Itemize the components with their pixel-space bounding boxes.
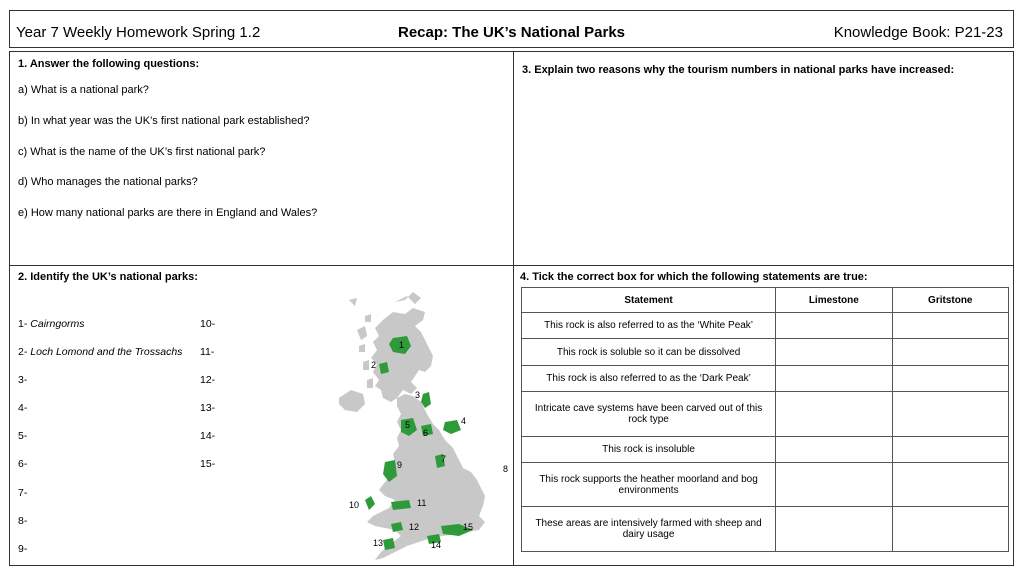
limestone-tick-box[interactable]: [776, 313, 892, 339]
map-label-3: 3: [415, 390, 421, 400]
q1-e: e) How many national parks are there in England and Wales?: [18, 207, 318, 219]
map-label-4: 4: [461, 416, 467, 426]
rock-statement-table: [521, 287, 1009, 552]
gritstone-tick-box[interactable]: [892, 436, 1008, 462]
scottish-islands: [349, 298, 373, 388]
homework-title: Year 7 Weekly Homework Spring 1.2: [16, 24, 261, 41]
park-item-9: 9-: [18, 543, 28, 555]
limestone-tick-box[interactable]: [776, 436, 892, 462]
table-row: [522, 365, 1009, 391]
table-row: [522, 313, 1009, 339]
gritstone-tick-box[interactable]: [892, 339, 1008, 365]
map-label-8: 8: [503, 464, 509, 474]
header-gritstone: Gritstone: [892, 288, 1008, 313]
park-item-4: 4-: [18, 402, 28, 414]
gritstone-tick-box[interactable]: [892, 462, 1008, 507]
table-row: [522, 462, 1009, 507]
map-label-2: 2: [371, 360, 377, 370]
park-item-2: 2- Loch Lomond and the Trossachs: [18, 346, 183, 358]
park-item-14: 14-: [200, 430, 216, 442]
map-label-7: 7: [441, 454, 447, 464]
statement-cell: These areas are intensively farmed with sheep and dairy usage: [522, 507, 776, 552]
statement-cell: This rock is soluble so it can be dissolved: [522, 339, 776, 365]
q1-a: a) What is a national park?: [18, 84, 149, 96]
park-item-7: 7-: [18, 487, 28, 499]
map-label-6: 6: [423, 428, 429, 438]
header-statement: Statement: [522, 288, 776, 313]
map-label-5: 5: [405, 420, 411, 430]
statement-cell: Intricate cave systems have been carved out of this rock type: [522, 392, 776, 437]
statement-cell: This rock is also referred to as the ‘White Peak’: [522, 313, 776, 339]
park-item-13: 13-: [200, 402, 216, 414]
header-limestone: Limestone: [776, 288, 892, 313]
limestone-tick-box[interactable]: [776, 339, 892, 365]
q1-title: 1. Answer the following questions:: [18, 58, 200, 70]
park-item-11: 11-: [200, 346, 215, 358]
table-row: [522, 392, 1009, 437]
limestone-tick-box[interactable]: [776, 392, 892, 437]
map-label-14: 14: [431, 540, 442, 550]
park-item-8: 8-: [18, 515, 28, 527]
northern-ireland-landmass: [339, 390, 365, 412]
statement-cell: This rock is also referred to as the ‘Dark Peak’: [522, 365, 776, 391]
statement-cell: This rock is insoluble: [522, 436, 776, 462]
map-label-1: 1: [399, 340, 405, 350]
limestone-tick-box[interactable]: [776, 507, 892, 552]
park-area-4: [443, 420, 461, 434]
map-label-11: 11: [417, 498, 427, 508]
limestone-tick-box[interactable]: [776, 462, 892, 507]
q1-b: b) In what year was the UK’s first national park established?: [18, 115, 310, 127]
q1-c: c) What is the name of the UK’s first national park?: [18, 146, 266, 158]
q4-title: 4. Tick the correct box for which the following statements are true:: [520, 271, 868, 283]
park-item-10: 10-: [200, 318, 216, 330]
table-row: [522, 507, 1009, 552]
park-item-1: 1- Cairngorms: [18, 318, 85, 330]
park-item-3: 3-: [18, 374, 28, 386]
uk-national-parks-map: [335, 290, 515, 565]
q1-d: d) Who manages the national parks?: [18, 176, 198, 188]
statement-cell: This rock supports the heather moorland and bog environments: [522, 462, 776, 507]
q2-title: 2. Identify the UK’s national parks:: [18, 271, 198, 283]
gritstone-tick-box[interactable]: [892, 365, 1008, 391]
table-row: [522, 436, 1009, 462]
park-item-15: 15-: [200, 458, 216, 470]
table-header-row: [522, 288, 1009, 313]
horizontal-divider: [10, 265, 1013, 266]
park-item-5: 5-: [18, 430, 28, 442]
park-item-6: 6-: [18, 458, 28, 470]
gritstone-tick-box[interactable]: [892, 313, 1008, 339]
park-area-13: [383, 538, 395, 550]
knowledge-book-ref: Knowledge Book: P21-23: [833, 24, 1003, 41]
map-label-13: 13: [373, 538, 384, 548]
map-label-10: 10: [349, 500, 360, 510]
gritstone-tick-box[interactable]: [892, 507, 1008, 552]
map-label-15: 15: [463, 522, 474, 532]
q3-title: 3. Explain two reasons why the tourism numbers in national parks have increased:: [522, 64, 955, 76]
worksheet-header: [9, 10, 1014, 48]
table-row: [522, 339, 1009, 365]
gritstone-tick-box[interactable]: [892, 392, 1008, 437]
map-label-12: 12: [409, 522, 420, 532]
topic-title: Recap: The UK’s National Parks: [397, 24, 625, 41]
park-area-10: [365, 496, 375, 510]
limestone-tick-box[interactable]: [776, 365, 892, 391]
map-label-9: 9: [397, 460, 403, 470]
park-item-12: 12-: [200, 374, 216, 386]
england-wales-landmass: [367, 394, 485, 560]
